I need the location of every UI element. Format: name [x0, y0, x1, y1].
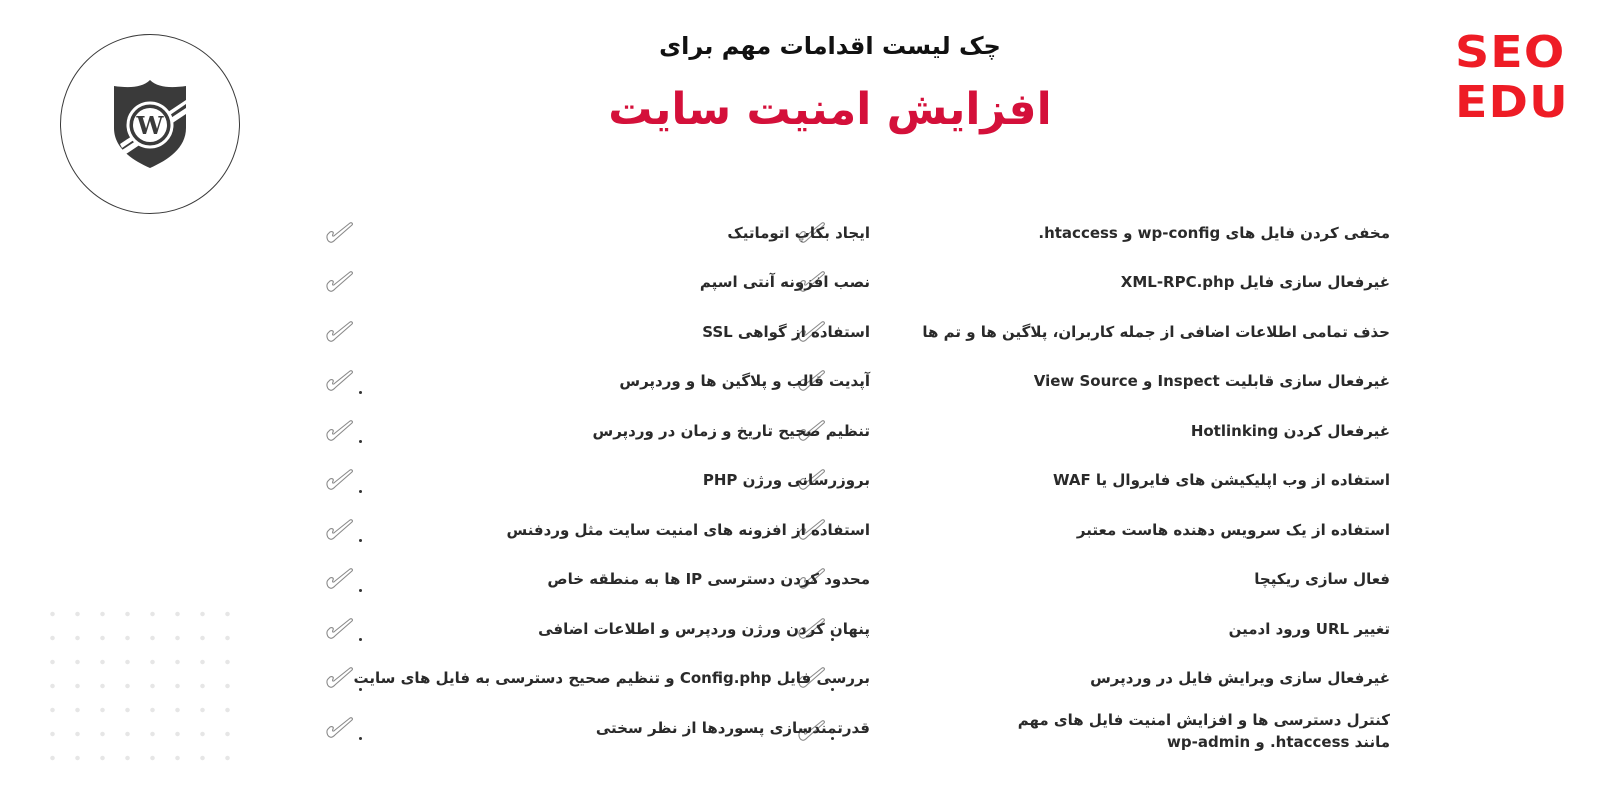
checklist-item-text: غیرفعال کردن Hotlinking [1190, 421, 1390, 440]
dot-mark [359, 737, 362, 740]
checklist-item-text: پنهان کردن ورژن وردپرس و اطلاعات اضافی [538, 619, 870, 638]
checklist-item-text: غیرفعال سازی قابلیت Inspect و View Source [1033, 372, 1390, 391]
checklist-item-text: غیرفعال سازی ویرایش فایل در وردپرس [1090, 669, 1390, 688]
checklist-item-text: استفاده از یک سرویس دهنده هاست معتبر [1076, 520, 1390, 539]
checklist-item [790, 505, 1390, 555]
checklist-item-text: استفاده از افزونه های امنیت سایت مثل وردفنس [506, 520, 870, 539]
decorative-dot-grid [40, 602, 230, 762]
checklist-item [790, 307, 1390, 357]
checklist-item [790, 604, 1390, 654]
checklist-item [330, 505, 870, 555]
checklist-item-text: تنظیم صحیح تاریخ و زمان در وردپرس [592, 421, 870, 440]
svg-text:W: W [136, 111, 164, 140]
checklist-item-text: مخفی کردن فایل های wp-config و htaccess. [1038, 223, 1390, 242]
checklist-item-text: فعال سازی ریکپچا [1254, 570, 1390, 589]
checkmark-icon [322, 318, 356, 346]
checklist-item [790, 456, 1390, 506]
checklist-item-text: بروزرسانی ورژن PHP [702, 471, 870, 490]
checklist-item [790, 555, 1390, 605]
checkmark-icon [322, 565, 356, 593]
checklist-item [330, 703, 870, 753]
dot-mark [359, 490, 362, 493]
wordpress-shield-icon [112, 78, 188, 170]
dot-mark [359, 391, 362, 394]
checklist-left-column [330, 208, 870, 753]
checklist-item-text: حذف تمامی اطلاعات اضافی از جمله کاربران، پلاگین ها و تم ها [922, 322, 1390, 341]
checklist-item [790, 357, 1390, 407]
checklist-item [790, 703, 1390, 759]
checklist-item-text: ایجاد بکاپ اتوماتیک [727, 223, 870, 242]
checkmark-icon [322, 268, 356, 296]
checkmark-icon [322, 714, 356, 742]
page-title: افزایش امنیت سایت [608, 84, 1052, 135]
dot-mark [359, 440, 362, 443]
checklist-item [330, 258, 870, 308]
dot-mark [359, 638, 362, 641]
checklist-item [330, 406, 870, 456]
emblem-circle [60, 34, 240, 214]
checklist-item-text-line-1: کنترل دسترسی ها و افزایش امنیت فایل های مهم [1017, 711, 1390, 729]
page-subtitle: چک لیست اقدامات مهم برای [659, 32, 1001, 60]
checklist-item-text: استفاده از گواهی SSL [702, 322, 870, 341]
checkmark-icon [322, 367, 356, 395]
checklist-item-text: قدرتمندسازی پسوردها از نظر سختی [595, 718, 870, 737]
checkmark-icon [322, 219, 356, 247]
checklist-item-text: نصب افزونه آنتی اسپم [699, 273, 870, 292]
checkmark-icon [322, 417, 356, 445]
checklist-item [330, 208, 870, 258]
logo-line-2: EDU [1455, 77, 1569, 128]
checklist-item [330, 307, 870, 357]
checklist-item-text [1018, 709, 1390, 753]
dot-mark [359, 539, 362, 542]
checklist-item [790, 406, 1390, 456]
checklist-item-text: بررسی فایل Config.php و تنظیم صحیح دسترسی به فایل های سایت [353, 669, 870, 688]
checkmark-icon [322, 466, 356, 494]
checklist-item-text-line-2: مانند htaccess. و wp-admin [1167, 733, 1390, 751]
checklist-item [330, 555, 870, 605]
checklist-item-text: محدود کردن دسترسی IP ها به منطقه خاص [547, 570, 870, 589]
logo-line-1: SEO [1455, 27, 1566, 78]
checklist-item [330, 604, 870, 654]
checklist-right-column [790, 208, 1390, 759]
checklist-item-text: آپدیت قالب و پلاگین ها و وردپرس [619, 372, 870, 391]
checklist-item-text: غیرفعال سازی فایل XML-RPC.php [1120, 273, 1390, 292]
checklist-item [330, 654, 870, 704]
checkmark-icon [322, 664, 356, 692]
checklist-item [330, 357, 870, 407]
checkmark-icon [322, 615, 356, 643]
checklist-item [790, 208, 1390, 258]
seo-edu-logo [1455, 28, 1575, 128]
checklist-item [330, 456, 870, 506]
dot-mark [359, 688, 362, 691]
checkmark-icon [322, 516, 356, 544]
checklist-item [790, 654, 1390, 704]
dot-mark [359, 589, 362, 592]
checklist-item [790, 258, 1390, 308]
checklist-item-text: تغییر URL ورود ادمین [1228, 619, 1390, 638]
header [600, 24, 1060, 146]
checklist-item-text: استفاده از وب اپلیکیشن های فایروال یا WAF [1052, 471, 1390, 490]
